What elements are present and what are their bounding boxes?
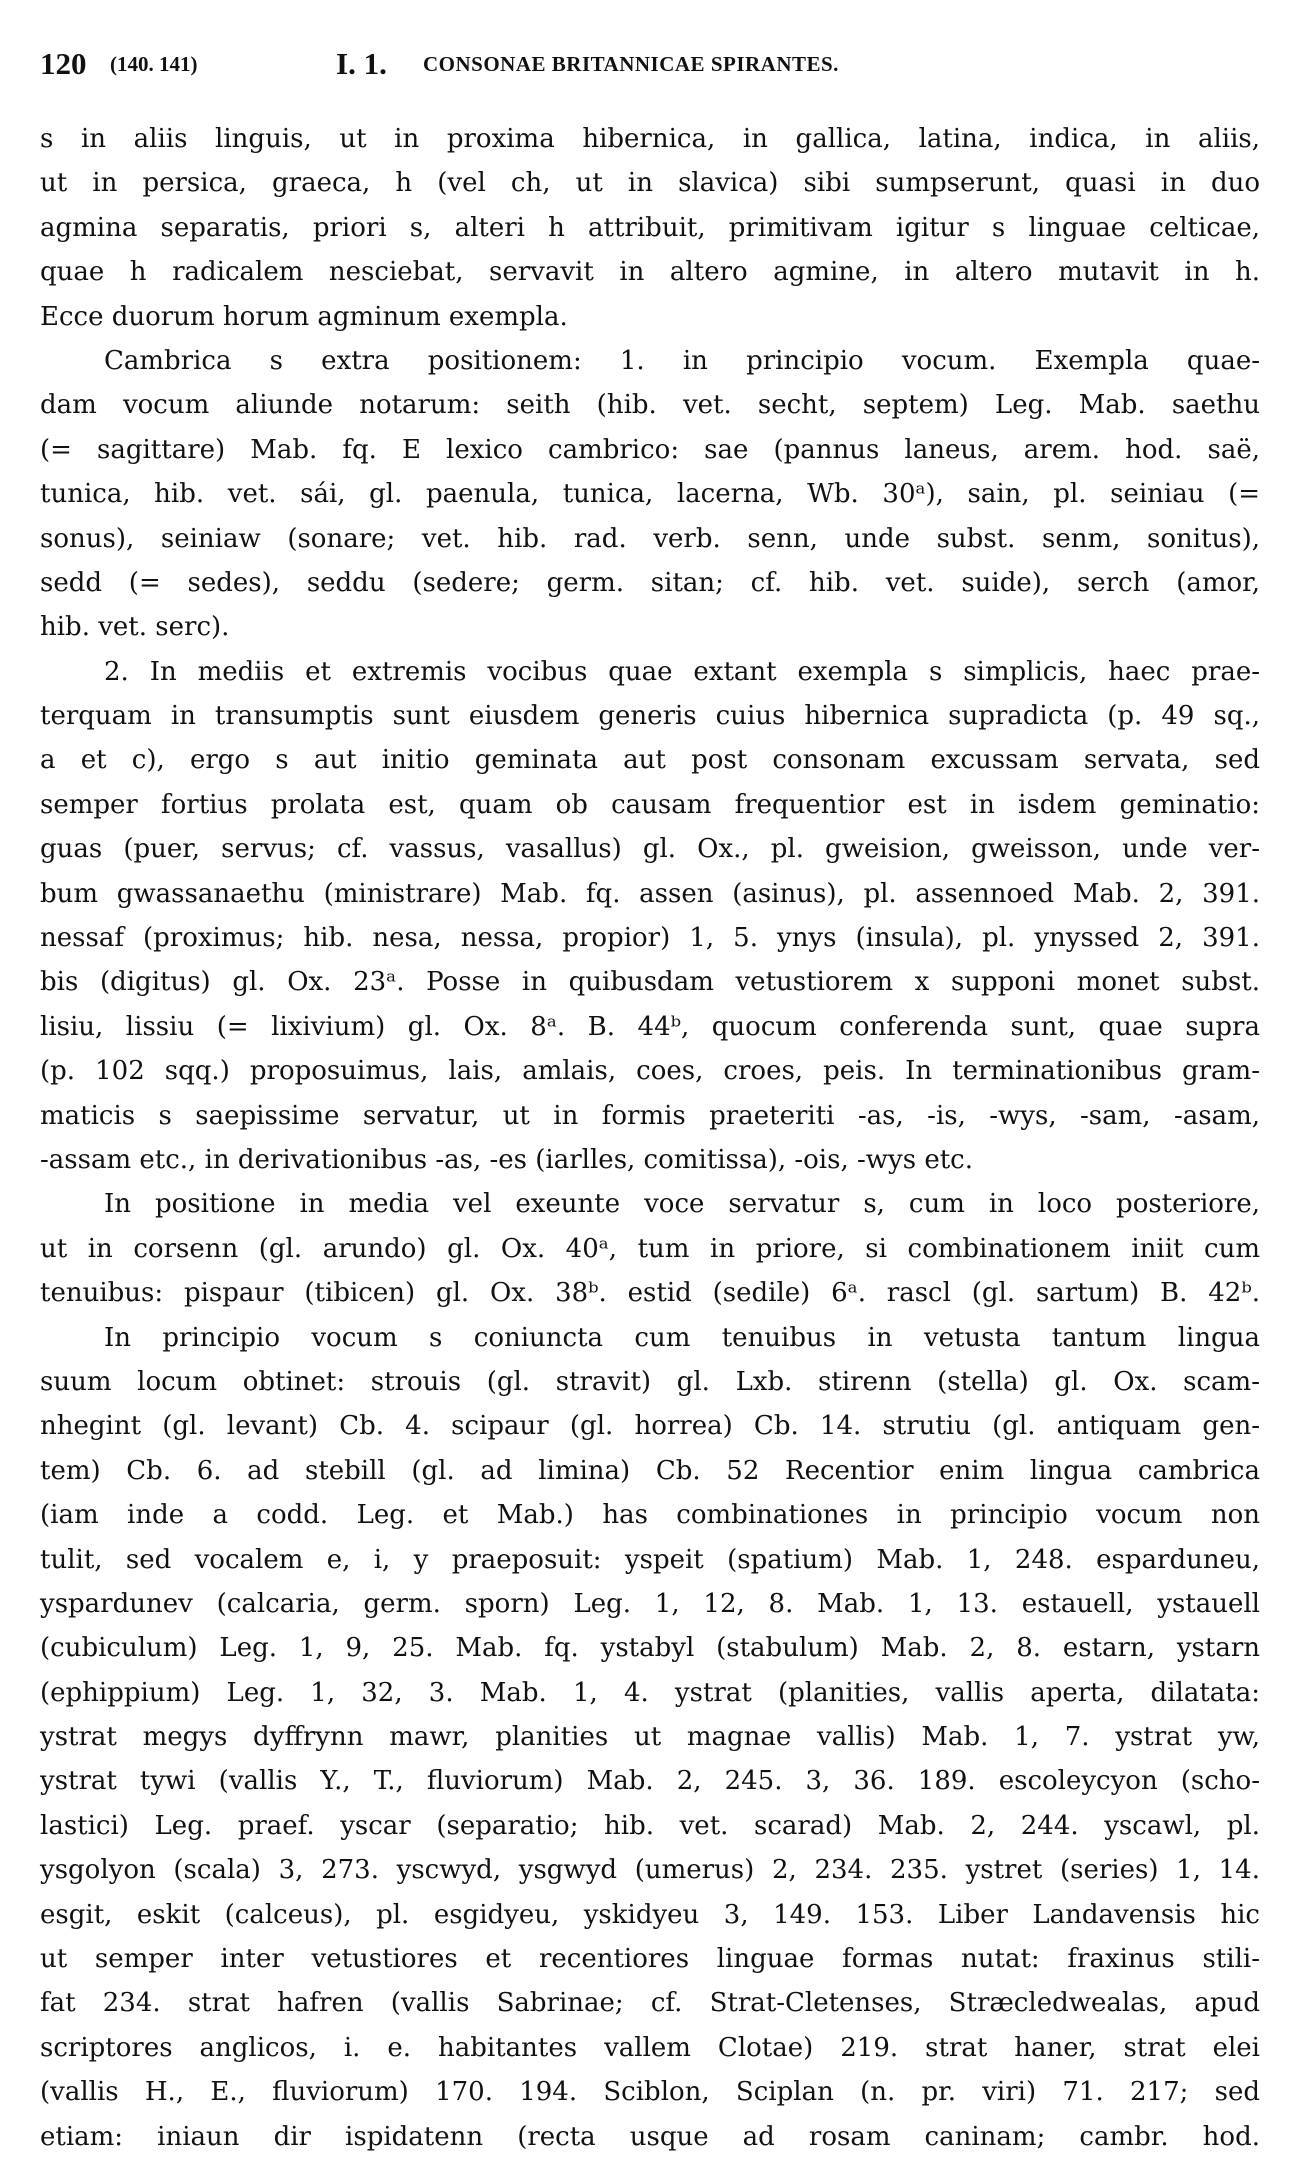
text-line: agmina separatis, priori s, alteri h attribuit, primitivam igitur s linguae celticae, (40, 212, 1260, 243)
text-line: ut semper inter vetustiores et recentiores linguae formas nutat: fraxinus stili- (40, 1944, 1260, 1975)
running-header (40, 40, 1260, 98)
text-line: bum gwassanaethu (ministrare) Mab. fq. assen (asinus), pl. assennoed Mab. 2, 391. (40, 878, 1260, 909)
text-line: sonus), seiniaw (sonare; vet. hib. rad. verb. senn, unde subst. senm, sonitus), (40, 523, 1260, 554)
body-text (40, 117, 1260, 2159)
text-line: tulit, sed vocalem e, i, y praeposuit: yspeit (spatium) Mab. 1, 248. esparduneu, (40, 1544, 1260, 1575)
text-line: (iam inde a codd. Leg. et Mab.) has combinationes in principio vocum non (40, 1500, 1260, 1531)
text-line: hib. vet. serc). (40, 612, 230, 643)
text-line: suum locum obtinet: strouis (gl. stravit) gl. Lxb. stirenn (stella) gl. Ox. scam- (40, 1366, 1260, 1397)
text-line: ysgolyon (scala) 3, 273. yscwyd, ysgwyd (umerus) 2, 234. 235. ystret (series) 1, 14. (40, 1855, 1260, 1886)
text-line: lisiu, lissiu (= lixivium) gl. Ox. 8ᵃ. B. 44ᵇ, quocum conferenda sunt, quae supra (40, 1011, 1260, 1042)
text-line: lastici) Leg. praef. yscar (separatio; hib. vet. scarad) Mab. 2, 244. yscawl, pl. (40, 1810, 1260, 1841)
text-line: fat 234. strat hafren (vallis Sabrinae; cf. Strat-Cletenses, Stræcledwealas, apud (40, 1988, 1260, 2019)
text-line: tunica, hib. vet. sái, gl. paenula, tunica, lacerna, Wb. 30ᵃ), sain, pl. seiniau (= (40, 479, 1260, 510)
text-line: -assam etc., in derivationibus -as, -es (iarlles, comitissa), -ois, -wys etc. (40, 1144, 973, 1175)
text-line: yspardunev (calcaria, germ. sporn) Leg. 1, 12, 8. Mab. 1, 13. estauell, ystauell (40, 1588, 1260, 1619)
text-line: dam vocum aliunde notarum: seith (hib. vet. secht, septem) Leg. Mab. saethu (40, 390, 1260, 421)
text-line: esgit, eskit (calceus), pl. esgidyeu, yskidyeu 3, 149. 153. Liber Landavensis hic (40, 1899, 1260, 1930)
text-line: ystrat tywi (vallis Y., T., fluviorum) Mab. 2, 245. 3, 36. 189. escoleycyon (scho- (40, 1766, 1260, 1797)
text-line: (= sagittare) Mab. fq. E lexico cambrico: sae (pannus laneus, arem. hod. saë, (40, 434, 1260, 465)
text-line: nhegint (gl. levant) Cb. 4. scipaur (gl. horrea) Cb. 14. strutiu (gl. antiquam gen- (40, 1411, 1260, 1442)
text-line: sedd (= sedes), seddu (sedere; germ. sitan; cf. hib. vet. suide), serch (amor, (40, 567, 1260, 598)
text-line: terquam in transumptis sunt eiusdem generis cuius hibernica supradicta (p. 49 sq., (40, 701, 1260, 732)
text-line: Cambrica s extra positionem: 1. in principio vocum. Exempla quae- (104, 345, 1260, 376)
text-line: maticis s saepissime servatur, ut in formis praeteriti -as, -is, -wys, -sam, -asam, (40, 1100, 1260, 1131)
text-line: (vallis H., E., fluviorum) 170. 194. Sciblon, Sciplan (n. pr. viri) 71. 217; sed (40, 2077, 1260, 2108)
text-line: (ephippium) Leg. 1, 32, 3. Mab. 1, 4. ystrat (planities, vallis aperta, dilatata: (40, 1677, 1260, 1708)
text-line: ystrat megys dyffrynn mawr, planities ut magnae vallis) Mab. 1, 7. ystrat yw, (40, 1722, 1260, 1753)
text-line: ut in corsenn (gl. arundo) gl. Ox. 40ᵃ, tum in priore, si combinationem iniit cum (40, 1233, 1260, 1264)
book-page (40, 40, 1260, 2152)
text-line: In principio vocum s coniuncta cum tenuibus in vetusta tantum lingua (104, 1322, 1260, 1353)
text-line: (cubiculum) Leg. 1, 9, 25. Mab. fq. ystabyl (stabulum) Mab. 2, 8. estarn, ystarn (40, 1633, 1260, 1664)
text-line: nessaf (proximus; hib. nesa, nessa, propior) 1, 5. ynys (insula), pl. ynyssed 2, 391. (40, 923, 1260, 954)
text-line: a et c), ergo s aut initio geminata aut post consonam excussam servata, sed (40, 745, 1260, 776)
text-line: tenuibus: pispaur (tibicen) gl. Ox. 38ᵇ. estid (sedile) 6ᵃ. rascl (gl. sartum) B. 42ᵇ. (40, 1278, 1260, 1309)
text-line: 2. In mediis et extremis vocibus quae extant exempla s simplicis, haec prae- (104, 656, 1260, 687)
text-line: guas (puer, servus; cf. vassus, vasallus) gl. Ox., pl. gweision, gweisson, unde ver- (40, 834, 1260, 865)
section-reference: (140. 141) (110, 52, 198, 76)
text-line: (p. 102 sqq.) proposuimus, lais, amlais, coes, croes, peis. In terminationibus gram- (40, 1056, 1260, 1087)
text-line: scriptores anglicos, i. e. habitantes vallem Clotae) 219. strat haner, strat elei (40, 2032, 1260, 2063)
text-line: s in aliis linguis, ut in proxima hibernica, in gallica, latina, indica, in aliis, (40, 124, 1260, 154)
text-line: tem) Cb. 6. ad stebill (gl. ad limina) Cb. 52 Recentior enim lingua cambrica (40, 1455, 1260, 1486)
text-line: ut in persica, graeca, h (vel ch, ut in slavica) sibi sumpserunt, quasi in duo (40, 168, 1260, 199)
text-line: In positione in media vel exeunte voce servatur s, cum in loco posteriore, (104, 1189, 1260, 1220)
part-number: I. 1. (336, 46, 387, 81)
text-line: etiam: iniaun dir ispidatenn (recta usque ad rosam caninam; cambr. hod. (40, 2121, 1260, 2152)
chapter-title: CONSONAE BRITANNICAE SPIRANTES. (423, 52, 839, 76)
text-line: quae h radicalem nesciebat, servavit in altero agmine, in altero mutavit in h. (40, 257, 1260, 288)
text-line: semper fortius prolata est, quam ob causam frequentior est in isdem geminatio: (40, 789, 1260, 820)
text-line: Ecce duorum horum agminum exempla. (40, 301, 568, 332)
text-line: bis (digitus) gl. Ox. 23ᵃ. Posse in quibusdam vetustiorem x supponi monet subst. (40, 967, 1260, 998)
page-number: 120 (40, 46, 87, 81)
